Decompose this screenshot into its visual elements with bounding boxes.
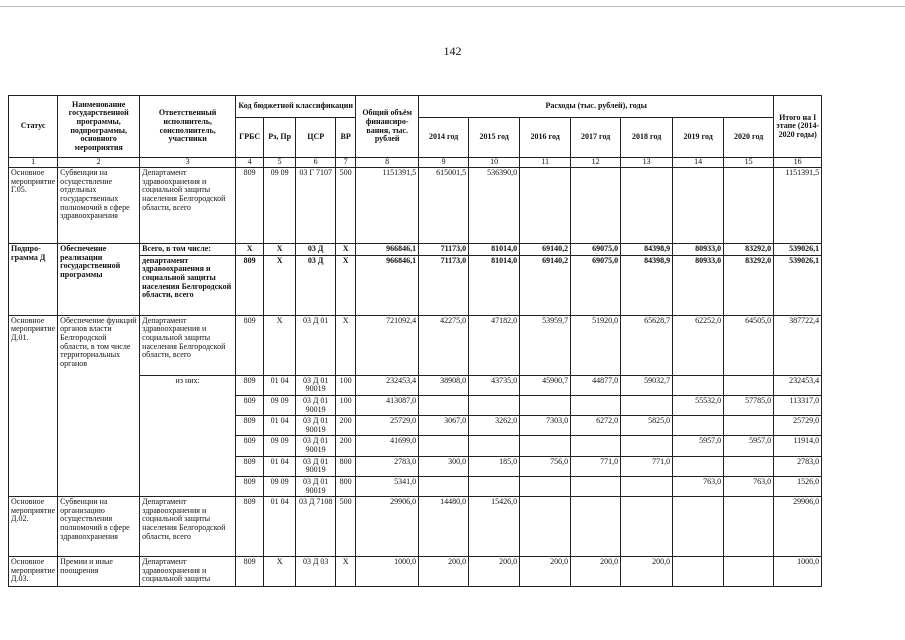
- header-year: 2019 год: [673, 118, 724, 158]
- year-cell: 57785,0: [724, 395, 774, 415]
- year-cell: [724, 557, 774, 587]
- vr-cell: 800: [336, 456, 356, 476]
- vr-cell: 500: [336, 497, 356, 557]
- year-cell: [520, 497, 571, 557]
- stage-total-cell: 1000,0: [774, 557, 822, 587]
- year-cell: [520, 436, 571, 456]
- year-cell: 44877,0: [571, 375, 621, 395]
- header-expenses: Расходы (тыс. рублей), годы: [419, 96, 774, 118]
- stage-total-cell: 29906,0: [774, 497, 822, 557]
- year-cell: 3262,0: [469, 416, 520, 436]
- year-cell: 15426,0: [469, 497, 520, 557]
- year-cell: [520, 168, 571, 244]
- total-cell: 1000,0: [356, 557, 419, 587]
- year-cell: [469, 476, 520, 496]
- total-cell: 29906,0: [356, 497, 419, 557]
- rzpr-cell: 09 09: [264, 476, 296, 496]
- year-cell: 763,0: [673, 476, 724, 496]
- grbs-cell: 809: [236, 497, 264, 557]
- col-number: 8: [356, 158, 419, 168]
- rzpr-cell: 01 04: [264, 375, 296, 395]
- col-number: 13: [621, 158, 673, 168]
- rzpr-cell: 09 09: [264, 436, 296, 456]
- year-cell: 200,0: [621, 557, 673, 587]
- year-cell: 615001,5: [419, 168, 469, 244]
- year-cell: [673, 375, 724, 395]
- header-rzpr: Рз, Пр: [264, 118, 296, 158]
- budget-table: [8, 95, 822, 587]
- executor-cell: департамент здравоохранения и социальной защиты населения Белгородской области, всего: [140, 255, 236, 315]
- header-year: 2017 год: [571, 118, 621, 158]
- csr-cell: 03 Д: [296, 255, 336, 315]
- year-cell: 43735,0: [469, 375, 520, 395]
- year-cell: [724, 375, 774, 395]
- year-cell: 69075,0: [571, 255, 621, 315]
- rzpr-cell: 09 09: [264, 395, 296, 415]
- year-cell: [571, 168, 621, 244]
- year-cell: 5957,0: [673, 436, 724, 456]
- grbs-cell: 809: [236, 315, 264, 375]
- year-cell: [520, 476, 571, 496]
- grbs-cell: 809: [236, 375, 264, 395]
- stage-total-cell: 539026,1: [774, 255, 822, 315]
- total-cell: 721092,4: [356, 315, 419, 375]
- table-row: [9, 315, 822, 375]
- year-cell: [673, 557, 724, 587]
- year-cell: 200,0: [520, 557, 571, 587]
- name-cell: Обеспечение реализации государственной программы: [58, 244, 140, 316]
- stage-total-cell: 1151391,5: [774, 168, 822, 244]
- table-row: [9, 497, 822, 557]
- year-cell: 47182,0: [469, 315, 520, 375]
- year-cell: [419, 395, 469, 415]
- total-cell: 413087,0: [356, 395, 419, 415]
- year-cell: 6272,0: [571, 416, 621, 436]
- header-year: 2018 год: [621, 118, 673, 158]
- year-cell: 65628,7: [621, 315, 673, 375]
- year-cell: 771,0: [571, 456, 621, 476]
- header-name: Наименование государственной программы, подпрограммы, основного мероприятия: [58, 96, 140, 158]
- status-cell: Основное мероприятие Д.01.: [9, 315, 58, 497]
- col-number: 15: [724, 158, 774, 168]
- year-cell: 69075,0: [571, 244, 621, 256]
- col-number: 7: [336, 158, 356, 168]
- stage-total-cell: 113317,0: [774, 395, 822, 415]
- rzpr-cell: 01 04: [264, 456, 296, 476]
- year-cell: [469, 395, 520, 415]
- rzpr-cell: 09 09: [264, 168, 296, 244]
- status-cell: Основное мероприятие Д.02.: [9, 497, 58, 557]
- header-year: 2020 год: [724, 118, 774, 158]
- stage-total-cell: 11914,0: [774, 436, 822, 456]
- year-cell: 55532,0: [673, 395, 724, 415]
- year-cell: [621, 476, 673, 496]
- year-cell: [724, 168, 774, 244]
- header-grbs: ГРБС: [236, 118, 264, 158]
- rzpr-cell: X: [264, 557, 296, 587]
- grbs-cell: 809: [236, 476, 264, 496]
- header-year: 2015 год: [469, 118, 520, 158]
- year-cell: 771,0: [621, 456, 673, 476]
- year-cell: 84398,9: [621, 244, 673, 256]
- grbs-cell: 809: [236, 255, 264, 315]
- year-cell: 83292,0: [724, 255, 774, 315]
- rzpr-cell: 01 04: [264, 416, 296, 436]
- vr-cell: X: [336, 315, 356, 375]
- vr-cell: 100: [336, 395, 356, 415]
- col-number: 1: [9, 158, 58, 168]
- year-cell: [673, 456, 724, 476]
- vr-cell: 500: [336, 168, 356, 244]
- csr-cell: 03 Д 7108: [296, 497, 336, 557]
- col-number: 6: [296, 158, 336, 168]
- csr-cell: 03 Д 01 90019: [296, 375, 336, 395]
- header-year: 2014 год: [419, 118, 469, 158]
- year-cell: 200,0: [469, 557, 520, 587]
- executor-cell: из них:: [140, 375, 236, 497]
- year-cell: 53959,7: [520, 315, 571, 375]
- rzpr-cell: X: [264, 315, 296, 375]
- year-cell: [571, 395, 621, 415]
- header-year: 2016 год: [520, 118, 571, 158]
- year-cell: 81014,0: [469, 244, 520, 256]
- year-cell: 80933,0: [673, 255, 724, 315]
- header-budget-code: Код бюджетной классификации: [236, 96, 356, 118]
- col-number: 3: [140, 158, 236, 168]
- stage-total-cell: 2783,0: [774, 456, 822, 476]
- year-cell: [621, 497, 673, 557]
- rzpr-cell: 01 04: [264, 497, 296, 557]
- year-cell: 81014,0: [469, 255, 520, 315]
- total-cell: 232453,4: [356, 375, 419, 395]
- year-cell: [673, 416, 724, 436]
- year-cell: 64505,0: [724, 315, 774, 375]
- year-cell: 45900,7: [520, 375, 571, 395]
- year-cell: [621, 168, 673, 244]
- total-cell: 41699,0: [356, 436, 419, 456]
- stage-total-cell: 1526,0: [774, 476, 822, 496]
- year-cell: [724, 497, 774, 557]
- grbs-cell: 809: [236, 416, 264, 436]
- grbs-cell: 809: [236, 395, 264, 415]
- year-cell: 200,0: [571, 557, 621, 587]
- csr-cell: 03 Г 7107: [296, 168, 336, 244]
- year-cell: 83292,0: [724, 244, 774, 256]
- total-cell: 25729,0: [356, 416, 419, 436]
- csr-cell: 03 Д 01 90019: [296, 476, 336, 496]
- vr-cell: 100: [336, 375, 356, 395]
- year-cell: 536390,0: [469, 168, 520, 244]
- col-number: 12: [571, 158, 621, 168]
- csr-cell: 03 Д 01 90019: [296, 416, 336, 436]
- header-csr: ЦСР: [296, 118, 336, 158]
- table-row: [9, 168, 822, 244]
- total-cell: 966846,1: [356, 244, 419, 256]
- year-cell: [724, 416, 774, 436]
- rzpr-cell: X: [264, 255, 296, 315]
- grbs-cell: 809: [236, 456, 264, 476]
- year-cell: [621, 395, 673, 415]
- year-cell: 763,0: [724, 476, 774, 496]
- year-cell: 69140,2: [520, 244, 571, 256]
- col-number: 9: [419, 158, 469, 168]
- year-cell: [520, 395, 571, 415]
- status-cell: Подпро-грамма Д: [9, 244, 58, 316]
- year-cell: 62252,0: [673, 315, 724, 375]
- executor-cell: Департамент здравоохранения и социальной защиты населения Белгородской области, всего: [140, 497, 236, 557]
- year-cell: [419, 436, 469, 456]
- status-cell: Основное мероприятие Д.03.: [9, 557, 58, 587]
- year-cell: 84398,9: [621, 255, 673, 315]
- csr-cell: 03 Д 01 90019: [296, 436, 336, 456]
- table-row: [9, 244, 822, 256]
- table-row: [9, 557, 822, 587]
- csr-cell: 03 Д 03: [296, 557, 336, 587]
- status-cell: Основное мероприятие Г.05.: [9, 168, 58, 244]
- total-cell: 5341,0: [356, 476, 419, 496]
- year-cell: 59032,7: [621, 375, 673, 395]
- year-cell: 69140,2: [520, 255, 571, 315]
- stage-total-cell: 539026,1: [774, 244, 822, 256]
- year-cell: [419, 476, 469, 496]
- year-cell: [469, 436, 520, 456]
- total-cell: 2783,0: [356, 456, 419, 476]
- name-cell: Субвенции на организацию осуществления полномочий в сфере здравоохранения: [58, 497, 140, 557]
- year-cell: 756,0: [520, 456, 571, 476]
- year-cell: 80933,0: [673, 244, 724, 256]
- year-cell: [571, 476, 621, 496]
- year-cell: [571, 436, 621, 456]
- header-stage-total: Итого на I этапе (2014-2020 годы): [774, 96, 822, 158]
- year-cell: [571, 497, 621, 557]
- vr-cell: X: [336, 255, 356, 315]
- col-number: 11: [520, 158, 571, 168]
- col-number: 10: [469, 158, 520, 168]
- stage-total-cell: 387722,4: [774, 315, 822, 375]
- top-scan-edge: [0, 6, 905, 7]
- col-number: 5: [264, 158, 296, 168]
- total-cell: 966846,1: [356, 255, 419, 315]
- header-vr: ВР: [336, 118, 356, 158]
- col-number: 4: [236, 158, 264, 168]
- header-executor: Ответственный исполнитель, соисполнитель, участники: [140, 96, 236, 158]
- grbs-cell: 809: [236, 436, 264, 456]
- stage-total-cell: 232453,4: [774, 375, 822, 395]
- grbs-cell: X: [236, 244, 264, 256]
- rzpr-cell: X: [264, 244, 296, 256]
- executor-cell: Всего, в том числе:: [140, 244, 236, 256]
- grbs-cell: 809: [236, 168, 264, 244]
- year-cell: 5957,0: [724, 436, 774, 456]
- executor-cell: Департамент здравоохранения и социальной защиты населения Белгородской области, всего: [140, 168, 236, 244]
- csr-cell: 03 Д: [296, 244, 336, 256]
- col-number: 16: [774, 158, 822, 168]
- year-cell: 71173,0: [419, 244, 469, 256]
- year-cell: 42275,0: [419, 315, 469, 375]
- year-cell: 3067,0: [419, 416, 469, 436]
- name-cell: Премии и иные поощрения: [58, 557, 140, 587]
- year-cell: [673, 168, 724, 244]
- year-cell: 7303,0: [520, 416, 571, 436]
- year-cell: 300,0: [419, 456, 469, 476]
- vr-cell: 800: [336, 476, 356, 496]
- total-cell: 1151391,5: [356, 168, 419, 244]
- year-cell: 38908,0: [419, 375, 469, 395]
- stage-total-cell: 25729,0: [774, 416, 822, 436]
- year-cell: 51920,0: [571, 315, 621, 375]
- csr-cell: 03 Д 01 90019: [296, 395, 336, 415]
- header-total: Общий объём финансиро-вания, тыс. рублей: [356, 96, 419, 158]
- vr-cell: X: [336, 557, 356, 587]
- year-cell: 5825,0: [621, 416, 673, 436]
- grbs-cell: 809: [236, 557, 264, 587]
- year-cell: [724, 456, 774, 476]
- executor-cell: Департамент здравоохранения и социальной защиты: [140, 557, 236, 587]
- year-cell: [673, 497, 724, 557]
- year-cell: 200,0: [419, 557, 469, 587]
- year-cell: 71173,0: [419, 255, 469, 315]
- year-cell: 14480,0: [419, 497, 469, 557]
- header-status: Статус: [9, 96, 58, 158]
- vr-cell: 200: [336, 436, 356, 456]
- name-cell: Обеспечение функций органов власти Белгородской области, в том числе территориальных органов: [58, 315, 140, 497]
- executor-cell: Департамент здравоохранения и социальной защиты населения Белгородской области, всего: [140, 315, 236, 375]
- vr-cell: X: [336, 244, 356, 256]
- col-number: 2: [58, 158, 140, 168]
- vr-cell: 200: [336, 416, 356, 436]
- name-cell: Субвенции на осуществление отдельных государственных полномочий в сфере здравоохранения: [58, 168, 140, 244]
- col-number: 14: [673, 158, 724, 168]
- csr-cell: 03 Д 01 90019: [296, 456, 336, 476]
- csr-cell: 03 Д 01: [296, 315, 336, 375]
- page-number: 142: [443, 44, 462, 58]
- year-cell: [621, 436, 673, 456]
- year-cell: 185,0: [469, 456, 520, 476]
